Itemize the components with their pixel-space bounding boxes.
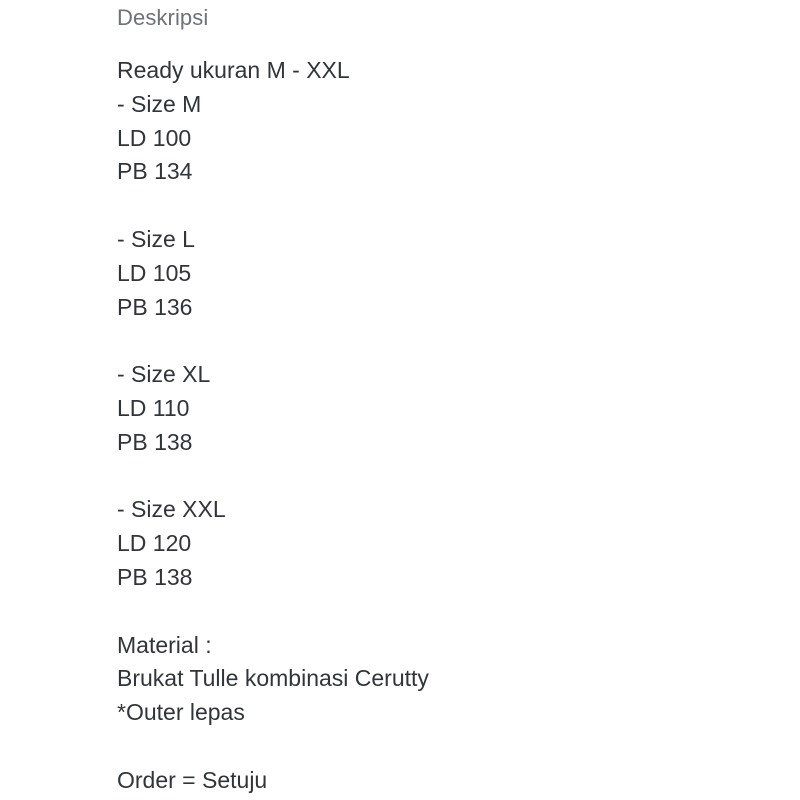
- size-xl-pb: PB 138: [117, 428, 193, 455]
- size-m-pb: PB 134: [117, 158, 193, 185]
- size-l-pb: PB 136: [117, 293, 193, 320]
- size-m-label: - Size M: [117, 90, 202, 117]
- section-title: Deskripsi: [117, 5, 209, 30]
- size-m-ld: LD 100: [117, 124, 192, 151]
- intro-line: Ready ukuran M - XXL: [117, 57, 350, 83]
- size-xl-label: - Size XL: [117, 361, 211, 388]
- spacer: [117, 324, 757, 358]
- size-xxl-ld: LD 120: [117, 530, 192, 557]
- size-l-ld: LD 105: [117, 259, 192, 286]
- size-xl-ld: LD 110: [117, 394, 190, 421]
- size-l-label: - Size L: [117, 225, 195, 252]
- material-note: *Outer lepas: [117, 699, 245, 726]
- spacer: [117, 595, 757, 629]
- spacer: [117, 460, 757, 494]
- spacer: [117, 189, 757, 223]
- order-note: Order = Setuju: [117, 766, 268, 793]
- description-text: [117, 54, 757, 798]
- material-label: Material :: [117, 631, 212, 658]
- spacer: [117, 730, 757, 764]
- material-value: Brukat Tulle kombinasi Cerutty: [117, 665, 429, 692]
- size-xxl-label: - Size XXL: [117, 496, 226, 523]
- size-xxl-pb: PB 138: [117, 563, 193, 590]
